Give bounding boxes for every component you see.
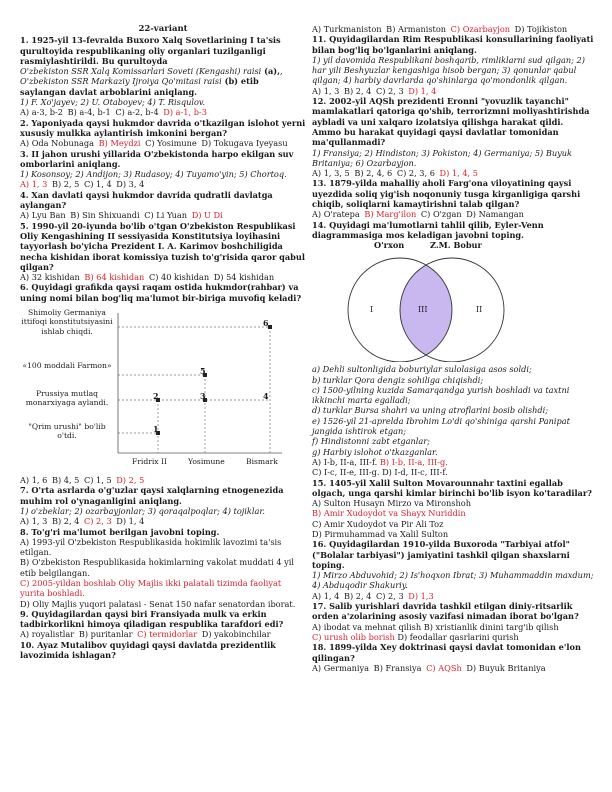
answer-row	[312, 529, 594, 539]
venn-circles	[312, 240, 594, 362]
answer-option-a[interactable]: A) 1, 3	[312, 85, 340, 96]
question-8-options	[20, 537, 306, 609]
venn-left-title: O'rxon	[374, 240, 405, 251]
answer-option-b[interactable]: B) 4, 5	[51, 475, 80, 486]
graph-ylabel-1: Shimoliy Germaniya ittifoqi konstitutsiyasini ishlab chiqdi.	[21, 308, 113, 336]
answer-row	[312, 457, 594, 467]
answer-option-c[interactable]: C) AQSh	[426, 662, 462, 673]
answer-option-c[interactable]: C) 2, 3	[376, 590, 404, 601]
venn-region-2: II	[476, 305, 483, 315]
answer-option-d[interactable]: D) 2, 5	[116, 475, 145, 486]
answer-option-a[interactable]: A) I-b, II-a, III-f.	[312, 456, 378, 467]
answer-option-a[interactable]: A) Oda Nobunaga	[20, 138, 95, 149]
question-8-stem: 8. To'g'ri ma'lumot berilgan javobni toping.	[20, 526, 220, 537]
right-column	[312, 24, 594, 673]
question-3	[20, 149, 306, 190]
graph-ylabel-4: "Qrim urushi" bo'lib o'tdi.	[28, 422, 106, 441]
question-2-stem: 2. Yaponiyada qaysi hukmdor davrida o'tkazilgan islohot yerni xususiy mulkka aylantirish imkonini bergan?	[20, 117, 306, 138]
question-4-stem: 4. Xan davlati qaysi hukmdor davrida qudratli davlatga aylangan?	[20, 189, 273, 211]
graph-point-2: 2	[153, 391, 159, 402]
question-10	[20, 640, 306, 661]
answer-row	[312, 508, 594, 518]
question-6-options	[20, 475, 306, 485]
question-11	[312, 34, 594, 96]
answer-option-a[interactable]: A) 1, 6	[20, 475, 48, 486]
question-16-given: 1) Mirzo Abduvohid; 2) Is'hoqxon Ibrat; 3) Muhammaddin maxdum; 4) Abduqodir Shakuriy.	[312, 570, 594, 591]
answer-option-c[interactable]: C) I-c, II-e, III-g.	[312, 467, 380, 478]
question-15-options	[312, 498, 594, 539]
question-1-options	[20, 107, 306, 117]
left-column	[20, 24, 306, 660]
answer-option-d[interactable]: D) feodallar qasrlarini qurish	[397, 631, 519, 642]
answer-option-d[interactable]: D) 1, 4, 5	[439, 168, 478, 179]
question-11-given: 1) yil davomida Respublikani boshqarib, rimliklarni sud qilgan; 2) har yili Beshyuzlar kengashiga hisob bergan; 3) qonunlar qabul qilgan; 4) harbiy davrlarda qo'shinlarga qo'mondonlik qilgan.	[312, 54, 585, 86]
answer-row	[312, 519, 594, 529]
answer-option-a[interactable]: A) 1993-yil O'zbekiston Respublikasida hokimlik lavozimi ta'sis etilgan.	[20, 536, 282, 558]
question-18-stem: 18. 1899-yilda Xey doktrinasi qaysi davlat tomonidan e'lon qilingan?	[312, 642, 581, 663]
question-3-given: 1) Kosonsoy; 2) Andijon; 3) Rudasoy; 4) Tuyamo'yin; 5) Chortoq.	[20, 169, 287, 180]
question-2-options	[20, 138, 306, 148]
question-12-stem: 12. 2002-yil AQSh prezidenti Eronni "yovuzlik tayanchi" mamlakatlari qatoriga qo'shib, terrorizmni moliyashtirishda aybladi va uni xalqaro izolatsiya qilishga harakat qildi. Ammo bu harakat quyidagi qaysi davlatlar tomonidan ma'qullanmadi?	[312, 96, 590, 148]
answer-option-b[interactable]: B) Amir Xudoydot va Shayx Nuriddin	[312, 508, 466, 519]
answer-option-b[interactable]: B) Fransiya	[373, 662, 422, 673]
answer-option-c[interactable]: C) Ozarbayjon	[450, 24, 511, 34]
answer-option-d[interactable]: D) 1, 4	[408, 85, 437, 96]
question-2	[20, 118, 306, 149]
answer-option-c[interactable]: C) Yosimune	[145, 138, 197, 149]
answer-option-d[interactable]: D) Oliy Majlis yuqori palatasi - Senat 150 nafar senatordan iborat.	[20, 598, 296, 609]
answer-option-c[interactable]: C) urush olib borish	[312, 631, 395, 642]
question-3-options	[20, 179, 306, 189]
question-7-given: 1) o'zbeklar; 2) ozarbayjonlar; 3) qoraqalpoqlar; 4) tojiklar.	[20, 505, 265, 516]
question-4	[20, 190, 306, 221]
answer-option-a[interactable]: A) 1, 4	[312, 590, 340, 601]
answer-option-d[interactable]: D) a-1, b-3	[163, 107, 207, 118]
question-7	[20, 485, 306, 526]
venn-region-1: I	[370, 305, 374, 315]
answer-option-d[interactable]: D) 3, 4	[116, 179, 145, 190]
answer-option-a[interactable]: A) Turkmaniston	[312, 24, 382, 34]
answer-option-c[interactable]: C) 1, 5	[84, 475, 112, 486]
graph-point-1: 1	[153, 424, 159, 435]
question-5-options	[20, 272, 306, 282]
answer-option-b[interactable]: B) Marg'ilon	[364, 209, 417, 220]
variant-title: 22-variant	[138, 24, 188, 34]
answer-option-a[interactable]: A) O'ratepa	[312, 209, 360, 220]
question-14-stem: 14. Quyidagi ma'lumotlarni tahlil qilib, Eyler-Venn diagrammasiga mos keladigan javobni toping.	[312, 219, 544, 240]
answer-option-c[interactable]: C) Li Yuan	[144, 210, 188, 221]
graph-ylabel-2: «100 moddali Farmon»	[22, 361, 112, 371]
answer-row	[312, 467, 594, 477]
answer-option-d[interactable]: D) 1, 4	[116, 516, 145, 527]
answer-option-a[interactable]: A) a-3, b-2	[20, 107, 63, 118]
question-7-options	[20, 516, 306, 526]
answer-option-d[interactable]: D) yakobinchilar	[201, 629, 271, 640]
answer-option-d[interactable]: D) 1,3	[408, 590, 434, 601]
graph-xlabel-3: Bismark	[246, 457, 278, 467]
graph-point-3: 3	[200, 391, 206, 402]
answer-option-c[interactable]: C) a-2, b-4	[115, 107, 159, 118]
question-1-given: 1) F. Xo'jayev; 2) U. Otaboyev; 4) T. Risqulov.	[20, 97, 206, 108]
answer-option-a[interactable]: A) Lyu Ban	[20, 210, 66, 221]
answer-option-c[interactable]: C) O'zgan	[420, 209, 462, 220]
answer-option-b[interactable]: B) 64 kishidan	[84, 272, 145, 283]
graph-ylabel-3: Prussiya mutlaq monarxiyaga aylandi.	[25, 389, 109, 408]
answer-row	[20, 578, 306, 599]
question-13-stem: 13. 1879-yilda mahalliy aholi Farg'ona viloyatining qaysi uyezdida soliq yig'ish noqonuniy tusga kirganligiga qarshi chiqib, soliqlarni kamaytirishni talab qilgan?	[312, 178, 581, 210]
question-13-options	[312, 209, 594, 219]
answer-option-b[interactable]: B) 2, 4, 6	[354, 168, 393, 179]
question-1-stem: 1. 1925-yil 13-fevralda Buxoro Xalq Sovetlarining I ta'sis qurultoyida respublikaning oliy organlari tuzilganligi rasmiylashtirildi. Bu qurultoyda	[20, 35, 281, 66]
question-12	[312, 96, 594, 178]
question-1-roles: O'zbekiston SSR Xalq Komissarlari Soveti (Kengashi) raisi (a),, O'zbekiston SSR Markaziy Ijroiya Qo'mitasi raisi (b) etib saylangan davlat arboblarini aniqlang.	[20, 66, 283, 97]
answer-option-b[interactable]: B) xristianlik dinini targ'ib qilish	[423, 621, 559, 632]
question-18-options	[312, 663, 594, 673]
question-11-options	[312, 86, 594, 96]
question-9	[20, 609, 306, 640]
answer-option-c[interactable]: C) termidorlar	[137, 629, 198, 640]
answer-option-b[interactable]: B) I-b, II-a, III-g.	[379, 456, 448, 467]
answer-option-c[interactable]: C) 1, 4	[84, 179, 112, 190]
question-12-options	[312, 168, 594, 178]
answer-option-a[interactable]: A) 32 kishidan	[20, 272, 80, 283]
question-6-graph	[20, 305, 306, 475]
question-12-given: 1) Fransiya; 2) Hindiston; 3) Pokiston; 4) Germaniya; 5) Buyuk Britaniya; 6) Ozarbayjon.	[312, 147, 573, 168]
question-5-stem: 5. 1990-yil 20-iyunda bo'lib o'tgan O'zbekiston Respublikasi Oliy Kengashining II sessiyasida Konstitutsiya loyihasini tayyorlash bo'yicha Prezident I. A. Karimov boshchiligida necha kishidan iborat komissiya tuzish to'g'risida qaror qabul qilgan?	[20, 220, 305, 272]
graph-point-6: 6	[263, 318, 269, 329]
question-8	[20, 527, 306, 609]
question-6	[20, 282, 306, 485]
graph-point-4: 4	[263, 391, 269, 402]
answer-option-b[interactable]: B) 2, 4	[343, 85, 372, 96]
answer-option-a[interactable]: A) Germaniya	[312, 662, 370, 673]
answer-option-d[interactable]: D) 54 kishidan	[213, 272, 275, 283]
question-18	[312, 642, 594, 673]
venn-item-g: g) Harbiy islohot o'tkazganlar.	[312, 446, 438, 457]
venn-item-c: c) 1500-yilning kuzida Samarqandga yurish boshladi va taxtni ikkinchi marta egalladi;	[312, 384, 570, 406]
graph-xlabel-1: Fridrix II	[132, 457, 167, 467]
venn-item-f: f) Hindistonni zabt etganlar;	[312, 436, 430, 447]
answer-row	[20, 537, 306, 558]
venn-region-3: III	[418, 305, 428, 315]
answer-option-b[interactable]: B) Armaniston	[386, 24, 447, 34]
answer-option-b[interactable]: B) 2, 4	[343, 590, 372, 601]
answer-option-b[interactable]: B) 2, 5	[51, 179, 80, 190]
question-4-options	[20, 210, 306, 220]
question-10-stem: 10. Ayaz Mutalibov quyidagi qaysi davlatda prezidentlik lavozimida ishlagan?	[20, 639, 276, 661]
answer-option-d[interactable]: D) Pirmuhammad va Xalil Sulton	[312, 528, 449, 539]
question-14-items	[312, 364, 594, 457]
venn-item-e: e) 1526-yil 21-aprelda Ibrohim Lo'di qo'shiniga qarshi Panipat jangida ishtirok etgan;	[312, 415, 570, 437]
question-6-stem: 6. Quyidagi grafikda qaysi raqam ostida hukmdor(rahbar) va uning nomi bilan bog'liq ma'lumot bir-biriga muvofiq keladi?	[20, 282, 302, 303]
answer-option-d[interactable]: D) Buyuk Britaniya	[466, 662, 546, 673]
answer-option-a[interactable]: A) ibodat va mehnat qilish	[312, 621, 422, 632]
answer-option-c[interactable]: C) 2, 3	[84, 516, 112, 527]
question-5	[20, 221, 306, 283]
answer-option-a[interactable]: A) Sulton Husayn Mirzo va Mironshoh	[312, 498, 471, 509]
answer-option-d[interactable]: D) Tojikiston	[514, 24, 568, 34]
answer-option-b[interactable]: B) 2, 4	[51, 516, 80, 527]
answer-option-c[interactable]: C) 2, 3, 6	[396, 168, 435, 179]
answer-option-b[interactable]: B) puritanlar	[78, 629, 133, 640]
answer-option-c[interactable]: C) 2, 3	[376, 85, 404, 96]
answer-option-b[interactable]: B) a-4, b-1	[67, 107, 111, 118]
graph-point-5: 5	[200, 366, 206, 377]
answer-option-c[interactable]: C) Amir Xudoydot va Pir Ali Toz	[312, 518, 444, 529]
question-17	[312, 601, 594, 642]
answer-option-a[interactable]: A) royalistlar	[20, 629, 75, 640]
answer-row	[20, 599, 306, 609]
answer-option-d[interactable]: D) U Di	[191, 210, 223, 221]
answer-option-c[interactable]: C) 40 kishidan	[148, 272, 210, 283]
question-7-stem: 7. O'rta asrlarda o'g'uzlar qaysi xalqlarning etnogenezida muhim rol o'ynaganligini aniqlang.	[20, 485, 284, 506]
question-16-stem: 16. Quyidagilardan 1910-yilda Buxoroda "Tarbiyai atfol" ("Bolalar tarbiyasi") jamiyatini tashkil qilgan shaxslarni toping.	[312, 539, 570, 570]
question-3-stem: 3. II jahon urushi yillarida O'zbekistonda harpo ekilgan suv omborlarini aniqlang.	[20, 148, 294, 169]
venn-item-b: b) turklar Qora dengiz sohiliga chiqishdi;	[312, 374, 484, 385]
answer-option-a[interactable]: A) 1, 3, 5	[312, 168, 350, 179]
question-1	[20, 35, 306, 117]
question-14	[312, 220, 594, 478]
answer-option-d[interactable]: D) I-d, II-c, III-f.	[382, 467, 448, 478]
question-10-options	[312, 24, 594, 34]
question-15-stem: 15. 1405-yil Xalil Sulton Movarounnahr taxtini egallab olgach, unga qarshi kimlar birinchi bo'lib isyon ko'taradilar?	[312, 477, 592, 498]
answer-row	[312, 498, 594, 508]
answer-option-b[interactable]: B) Sin Shixuandi	[70, 210, 140, 221]
graph-xlabel-2: Yosimune	[188, 457, 225, 467]
answer-row	[312, 632, 594, 642]
venn-item-a: a) Dehli sultonligida boburiylar sulolasiga asos soldi;	[312, 364, 532, 375]
venn-right-title: Z.M. Bobur	[430, 240, 482, 251]
question-14-options	[312, 457, 594, 478]
answer-option-c[interactable]: C) 2005-yildan boshlab Oliy Majlis ikki palatali tizimda faoliyat yurita boshladi.	[20, 577, 282, 599]
venn-item-d: d) turklar Bursa shahri va uning atroflarini bosib olishdi;	[312, 405, 549, 416]
answer-option-b[interactable]: B) O'zbekiston Respublikasida hokimlarning vakolat muddati 4 yil etib belgilangan.	[20, 557, 294, 578]
question-16	[312, 539, 594, 601]
question-9-options	[20, 629, 306, 639]
answer-row	[20, 557, 306, 578]
question-9-stem: 9. Quyidagilardan qaysi biri Fransiyada mulk va erkin tadbirkorlikni himoya qiladigan respublika tarafdori edi?	[20, 608, 284, 630]
answer-option-b[interactable]: B) Meydzi	[98, 138, 141, 149]
answer-option-a[interactable]: A) 1, 3	[20, 516, 48, 527]
question-16-options	[312, 591, 594, 601]
question-17-options	[312, 622, 594, 643]
question-17-stem: 17. Salib yurishlari davrida tashkil etilgan diniy-ritsarlik orden a'zolarining asosiy vazifasi nimadan iborat bo'lgan?	[312, 601, 579, 622]
answer-option-d[interactable]: D) Tokugava Iyeyasu	[201, 138, 288, 149]
question-13	[312, 178, 594, 219]
answer-row	[312, 622, 594, 632]
answer-option-d[interactable]: D) Namangan	[466, 209, 524, 220]
answer-option-a[interactable]: A) 1, 3	[20, 179, 48, 190]
question-11-stem: 11. Quyidagilardan Rim Respublikasi konsullarining faoliyati bilan bog'liq bo'lganlarini aniqlang.	[312, 34, 594, 55]
question-15	[312, 478, 594, 540]
venn-diagram	[312, 240, 594, 362]
